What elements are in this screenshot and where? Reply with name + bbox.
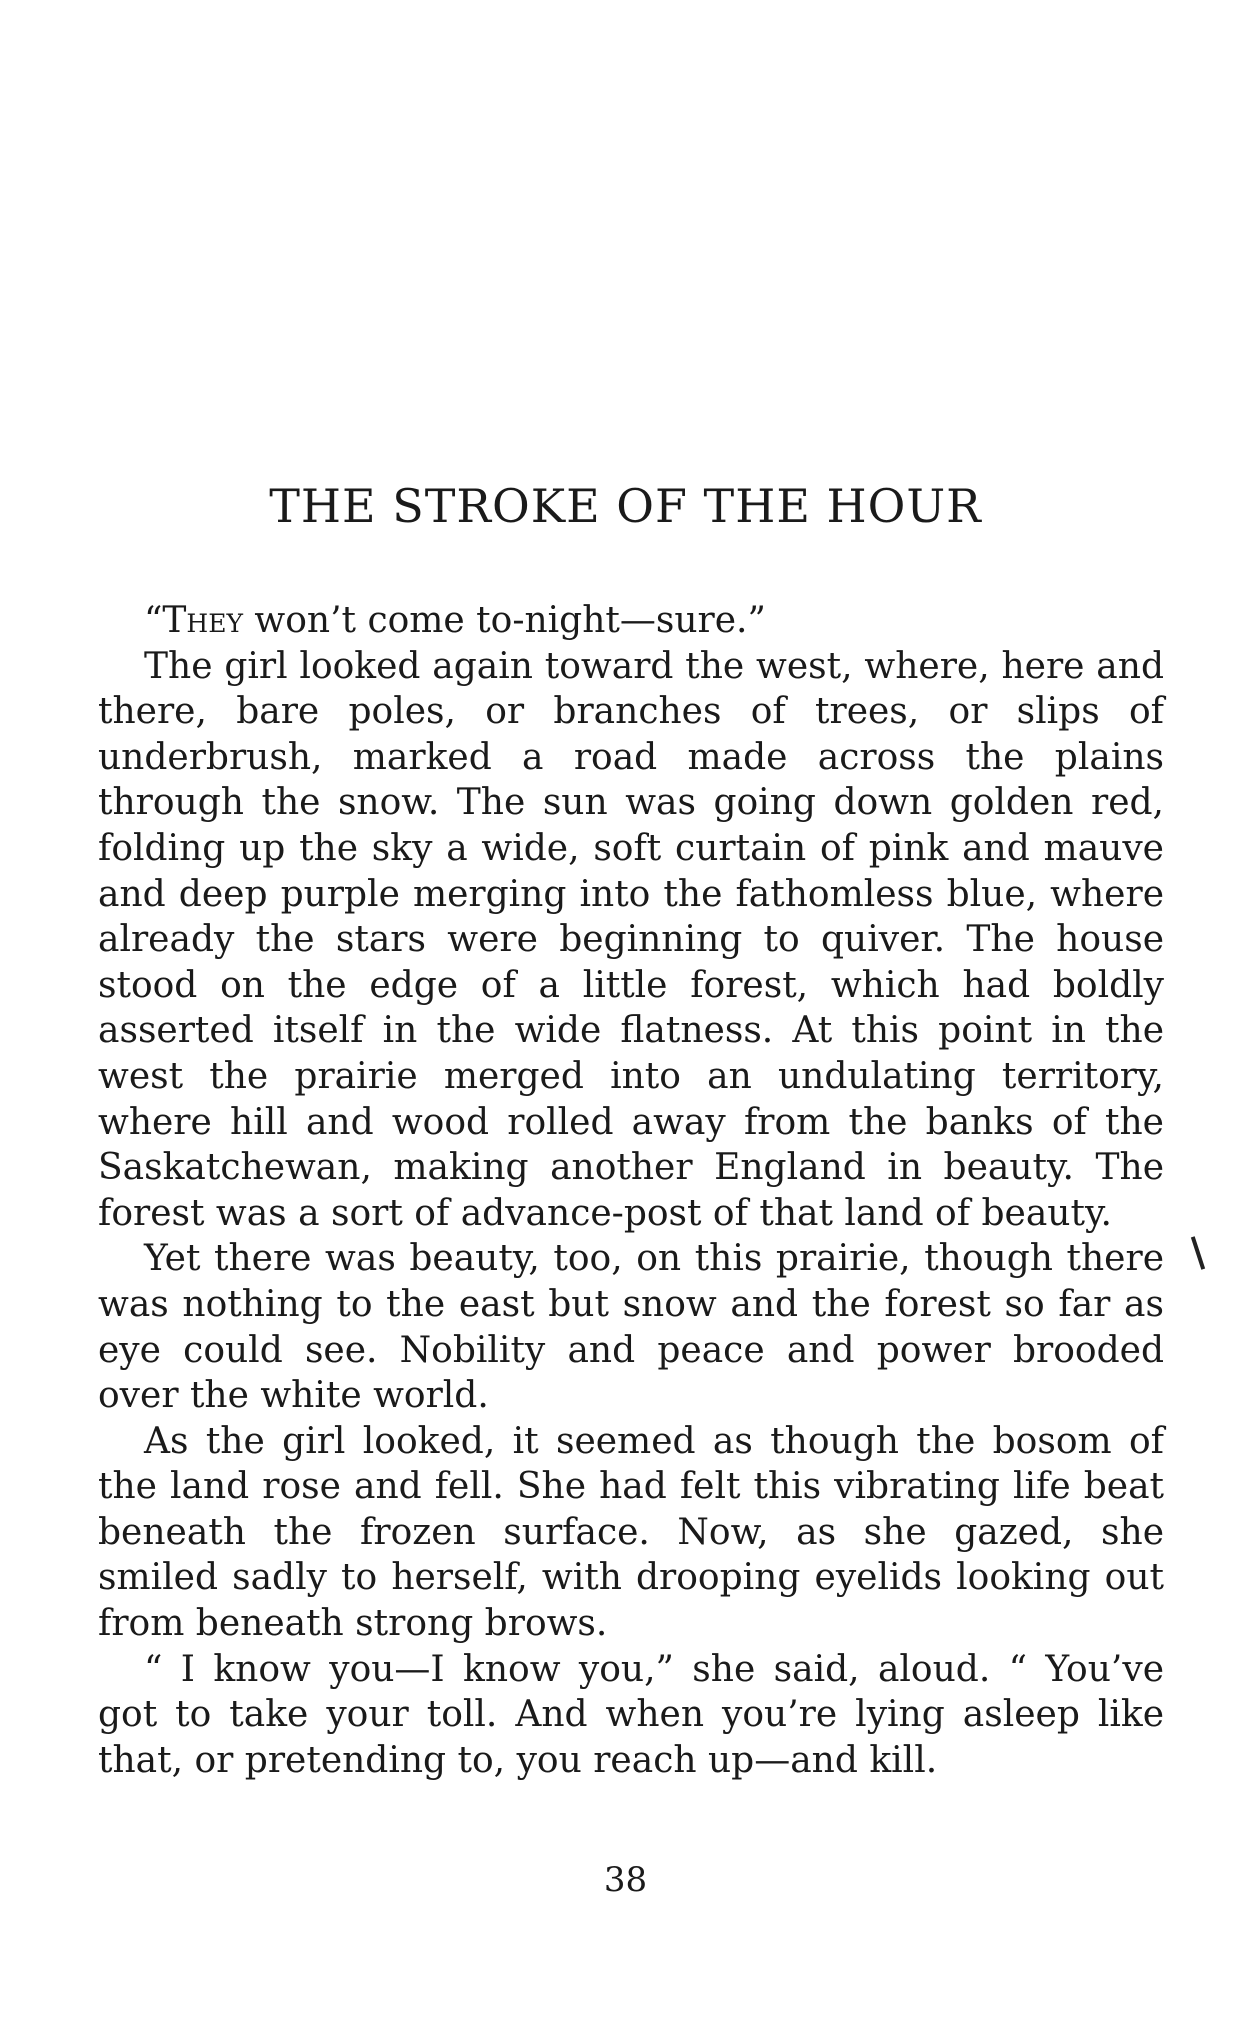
- opening-quote: “: [144, 600, 163, 641]
- paragraph-1-rest: won’t come to-night—sure.”: [242, 600, 766, 641]
- page-number: 38: [603, 1860, 648, 1900]
- paragraph-4: As the girl looked, it seemed as though the bosom of the land rose and fell. She had felt this vibrating life beat beneath the frozen surface. Now, as she gazed, she smiled sadly to herself, with drooping eyelids looking out from beneath strong brows.: [98, 1420, 1164, 1645]
- paragraph-3: Yet there was beauty, too, on this prairie, though there was nothing to the east but snow and the forest so far as eye could see. Nobility and peace and power brooded over the white world.: [98, 1238, 1164, 1417]
- chapter-title: THE STROKE OF THE HOUR: [269, 479, 982, 533]
- margin-pencil-mark: [1191, 1236, 1205, 1270]
- body-text: [98, 598, 1164, 1783]
- paragraph-1: [98, 598, 1164, 644]
- paragraph-5: “ I know you—I know you,” she said, aloud. “ You’ve got to take your toll. And when you’re lying asleep like that, or pretending to, you reach up—and kill.: [98, 1648, 1164, 1781]
- paragraph-2: The girl looked again toward the west, where, here and there, bare poles, or branches of trees, or slips of underbrush, marked a road made across the plains through the snow. The sun was going down golden red, folding up the sky a wide, soft curtain of pink and mauve and deep purple merging into the fathomless blue, where already the stars were beginning to quiver. The house stood on the edge of a little forest, which had boldly asserted itself in the wide flatness. At this point in the west the prairie merged into an undulating territory, where hill and wood rolled away from the banks of the Saskatchewan, making another England in beauty. The forest was a sort of advance-post of that land of beauty.: [98, 645, 1164, 1234]
- small-caps-first-word: They: [162, 600, 243, 641]
